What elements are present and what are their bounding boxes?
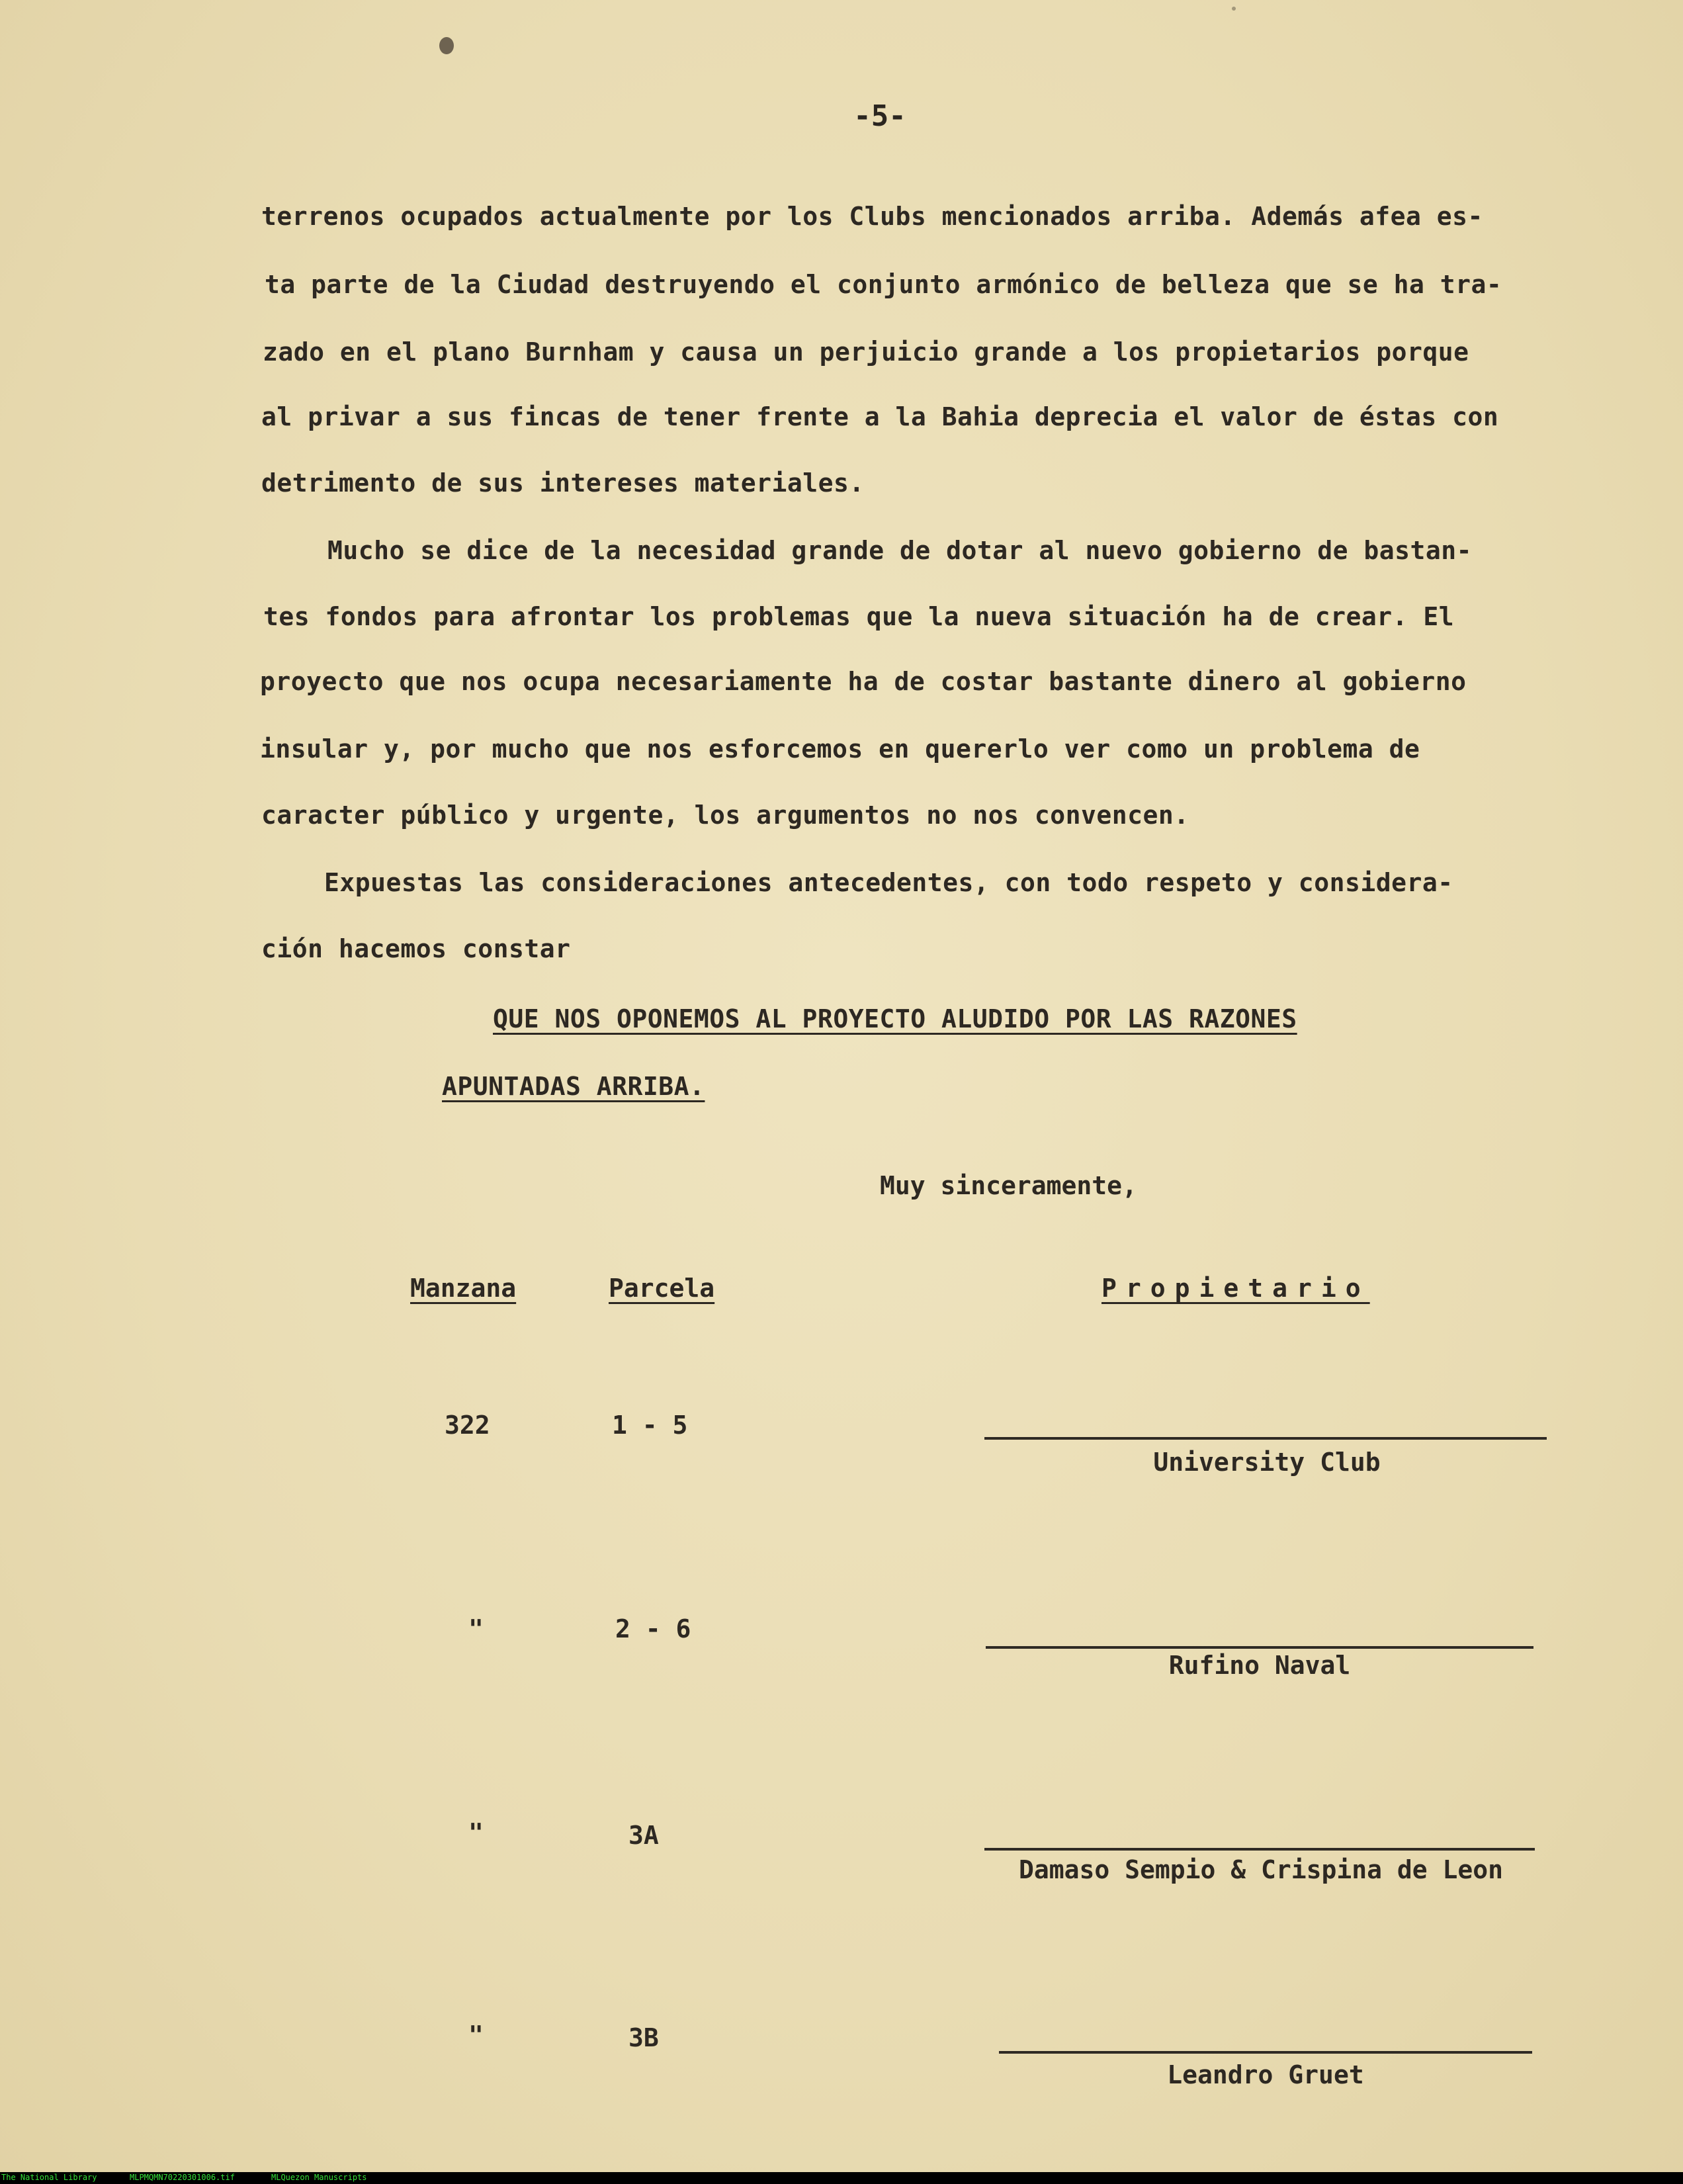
resolution-line-2: APUNTADAS ARRIBA.: [442, 1072, 705, 1101]
closing-salutation: Muy sinceramente,: [880, 1171, 1137, 1200]
signature-line-2: [986, 1646, 1533, 1649]
paragraph-2-line-5: caracter público y urgente, los argumentos no nos convencen.: [261, 801, 1189, 830]
resolution-line-1: QUE NOS OPONEMOS AL PROYECTO ALUDIDO POR LAS RAZONES: [493, 1004, 1297, 1033]
header-propietario: Propietario: [1101, 1274, 1370, 1303]
paragraph-2-line-1: Mucho se dice de la necesidad grande de dotar al nuevo gobierno de bastan-: [327, 536, 1472, 565]
page-number: -5-: [853, 99, 906, 133]
row-4-parcela: 3B: [628, 2023, 659, 2052]
signature-line-4: [999, 2051, 1532, 2054]
row-2-parcela: 2 - 6: [615, 1614, 691, 1643]
row-1-manzana: 322: [445, 1411, 490, 1440]
footer-library: The National Library: [1, 2173, 97, 2182]
paragraph-3-line-1: Expuestas las consideraciones antecedentes, con todo respeto y considera-: [324, 868, 1453, 897]
header-manzana: Manzana: [410, 1274, 517, 1303]
paragraph-2-line-4: insular y, por mucho que nos esforcemos en quererlo ver como un problema de: [260, 734, 1420, 764]
row-3-manzana: ": [468, 1818, 484, 1847]
footer-file: MLPMQMN70220301006.tif: [130, 2173, 235, 2182]
ink-spot: [439, 37, 454, 54]
paragraph-1-line-5: detrimento de sus intereses materiales.: [261, 468, 865, 498]
row-3-parcela: 3A: [628, 1821, 659, 1850]
row-4-manzana: ": [468, 2021, 484, 2050]
row-4-propietario: Leandro Gruet: [1167, 2060, 1364, 2089]
header-parcela: Parcela: [609, 1274, 715, 1303]
row-3-propietario: Damaso Sempio & Crispina de Leon: [1018, 1855, 1504, 1884]
paragraph-1-line-2: ta parte de la Ciudad destruyendo el conjunto armónico de belleza que se ha tra-: [265, 270, 1502, 299]
row-2-manzana: ": [468, 1614, 484, 1643]
paragraph-2-line-3: proyecto que nos ocupa necesariamente ha de costar bastante dinero al gobierno: [260, 667, 1467, 696]
footer-strip: [0, 2172, 1683, 2184]
paragraph-1-line-1: terrenos ocupados actualmente por los Clubs mencionados arriba. Además afea es-: [261, 202, 1483, 231]
row-1-propietario: University Club: [1153, 1448, 1381, 1477]
row-2-propietario: Rufino Naval: [1168, 1651, 1351, 1680]
footer-collection: MLQuezon Manuscripts: [271, 2173, 367, 2182]
signature-line-1: [984, 1437, 1547, 1440]
paragraph-3-line-2: ción hacemos constar: [261, 934, 571, 963]
signature-line-3: [984, 1848, 1535, 1851]
row-1-parcela: 1 - 5: [612, 1411, 688, 1440]
paragraph-1-line-4: al privar a sus fincas de tener frente a la Bahia deprecia el valor de éstas con: [261, 402, 1499, 431]
paragraph-2-line-2: tes fondos para afrontar los problemas que la nueva situación ha de crear. El: [263, 602, 1455, 631]
ink-speck: [1232, 7, 1236, 11]
paragraph-1-line-3: zado en el plano Burnham y causa un perjuicio grande a los propietarios porque: [263, 337, 1469, 367]
